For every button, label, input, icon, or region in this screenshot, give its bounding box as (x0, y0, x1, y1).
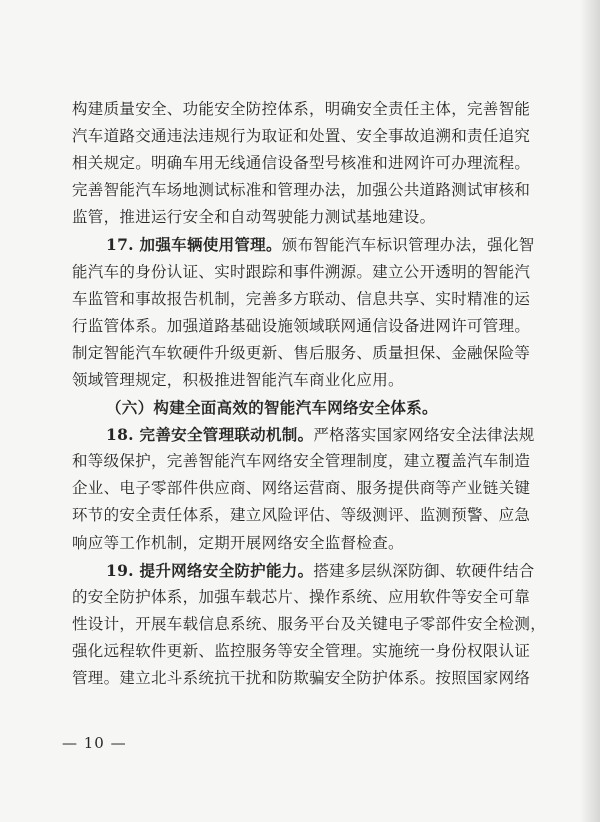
item-19-text: 搭建多层纵深防御、软硬件结合 (313, 561, 535, 580)
text-line: 性设计，开展车载信息系统、服务平台及关键电子零部件安全检测， (72, 614, 547, 633)
text-line: 监管，推进运行安全和自动驾驶能力测试基地建设。 (72, 208, 436, 227)
text-line: 管理。建立北斗系统抗干扰和防欺骗安全防护体系。按照国家网络 (72, 668, 531, 687)
text-line: 企业、电子零部件供应商、网络运营商、服务提供商等产业链关键 (72, 479, 531, 498)
item-18-first-line (72, 421, 535, 448)
text-line: 强化远程软件更新、监控服务等安全管理。实施统一身份权限认证 (72, 641, 531, 660)
text-line: 和等级保护，完善智能汽车网络安全管理制度，建立覆盖汽车制造 (72, 452, 531, 471)
page-number: — 10 — (62, 734, 127, 752)
text-line: 相关规定。明确车用无线通信设备型号核准和进网许可办理流程。 (72, 154, 531, 173)
item-17-text: 颁布智能汽车标识管理办法，强化智 (281, 236, 535, 255)
text-line: 领域管理规定，积极推进智能汽车商业化应用。 (72, 370, 404, 389)
text-line: 能汽车的身份认证、实时跟踪和事件溯源。建立公开透明的智能汽 (72, 262, 531, 281)
item-19-first-line (72, 557, 535, 584)
text-line: 车监管和事故报告机制，完善多方联动、信息共享、实时精准的运 (72, 289, 531, 308)
item-18-text: 严格落实国家网络安全法律法规 (313, 426, 535, 445)
text-line: 汽车道路交通违法违规行为取证和处置、安全事故追溯和责任追究 (72, 127, 531, 146)
text-line: 的安全防护体系，加强车载芯片、操作系统、应用软件等安全可靠 (72, 587, 531, 606)
item-17-heading: 17. 加强车辆使用管理。 (106, 235, 282, 255)
text-line: 完善智能汽车场地测试标准和管理办法，加强公共道路测试审核和 (72, 181, 531, 200)
text-line: 环节的安全责任体系，建立风险评估、等级测评、监测预警、应急 (72, 506, 531, 525)
item-19-heading: 19. 提升网络安全防护能力。 (106, 560, 314, 580)
text-line: 制定智能汽车软硬件升级更新、售后服务、质量担保、金融保险等 (72, 343, 531, 362)
body-text (72, 96, 547, 692)
text-line: 行监管体系。加强道路基础设施领域联网通信设备进网许可管理。 (72, 316, 531, 335)
section-6-heading: （六）构建全面高效的智能汽车网络安全体系。 (106, 398, 438, 418)
text-line: 响应等工作机制，定期开展网络安全监督检查。 (72, 533, 404, 552)
item-17-first-line (72, 231, 535, 258)
item-18-heading: 18. 完善安全管理联动机制。 (106, 425, 314, 445)
text-line: 构建质量安全、功能安全防控体系，明确安全责任主体，完善智能 (72, 100, 531, 118)
